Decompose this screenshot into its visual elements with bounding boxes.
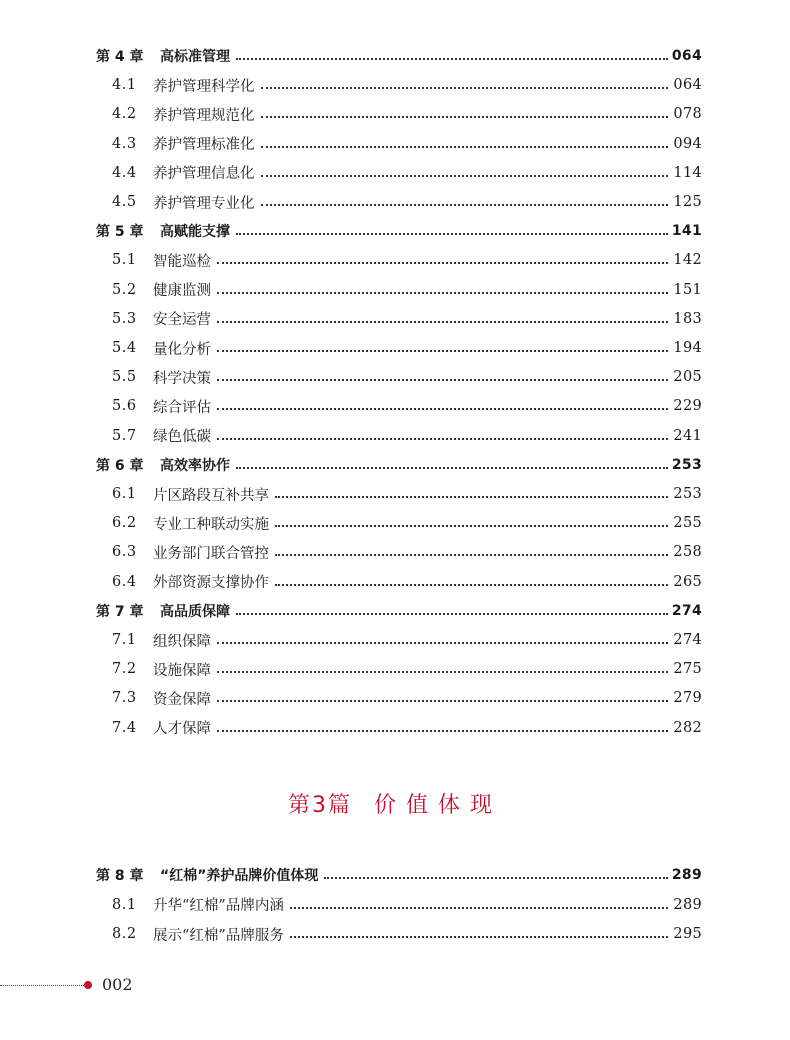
section-title: 养护管理规范化 xyxy=(153,107,255,124)
toc-section-row[interactable] xyxy=(0,658,790,680)
section-title: 智能巡检 xyxy=(153,253,211,270)
chapter-title: 高效率协作 xyxy=(160,457,230,474)
section-number: 5.1 xyxy=(112,252,137,269)
section-number: 4.5 xyxy=(112,194,137,210)
section-title: 升华“红棉”品牌内涵 xyxy=(153,898,284,914)
dot-leader xyxy=(217,321,668,323)
page-ref: 275 xyxy=(673,661,702,678)
toc-section-row[interactable] xyxy=(0,687,790,709)
toc-section-row[interactable] xyxy=(0,923,790,945)
page-ref: 258 xyxy=(673,544,702,561)
page-ref: 125 xyxy=(673,194,702,210)
section-number: 5.4 xyxy=(112,340,137,356)
section-number: 4.4 xyxy=(112,164,137,181)
chapter-label: 第 6 章 xyxy=(96,457,144,474)
section-title: 片区路段互补共享 xyxy=(153,487,269,504)
section-title: 养护管理标准化 xyxy=(153,137,255,154)
section-number: 7.3 xyxy=(112,690,137,707)
dot-leader xyxy=(217,379,668,381)
section-title: 人才保障 xyxy=(153,721,211,738)
toc-section-row[interactable] xyxy=(0,366,790,388)
toc-section-row[interactable] xyxy=(0,629,790,651)
dot-leader xyxy=(236,233,668,235)
toc-chapter-row[interactable] xyxy=(0,220,790,242)
section-number: 4.1 xyxy=(112,77,137,94)
page-ref: 094 xyxy=(673,135,702,152)
page-ref: 114 xyxy=(673,164,702,181)
section-number: 5.2 xyxy=(112,281,137,298)
part-name: 价值体现 xyxy=(373,793,502,818)
section-number: 7.2 xyxy=(112,661,137,678)
page-ref: 274 xyxy=(673,632,702,648)
toc-chapter-row[interactable] xyxy=(0,864,790,886)
page-ref: 142 xyxy=(673,252,702,269)
chapter-label: 第 5 章 xyxy=(96,224,144,241)
dot-leader xyxy=(217,671,668,673)
page-ref: 253 xyxy=(671,456,702,473)
page-number: 002 xyxy=(102,975,133,994)
dot-leader xyxy=(236,58,668,60)
section-title: 设施保障 xyxy=(153,662,211,679)
chapter-title: 高标准管理 xyxy=(160,49,230,65)
page-ref: 255 xyxy=(673,515,702,532)
part-label: 第3篇 xyxy=(287,793,352,818)
section-number: 6.3 xyxy=(112,544,137,561)
page-ref: 183 xyxy=(673,310,702,327)
toc-section-row[interactable] xyxy=(0,308,790,330)
section-number: 6.2 xyxy=(112,515,137,532)
toc-section-row[interactable] xyxy=(0,571,790,593)
section-number: 5.6 xyxy=(112,398,137,415)
section-number: 7.4 xyxy=(112,719,137,736)
toc-section-row[interactable] xyxy=(0,512,790,534)
section-number: 8.1 xyxy=(112,896,137,913)
page-ref: 194 xyxy=(673,340,702,356)
section-title: 展示“红棉”品牌服务 xyxy=(153,927,284,944)
section-number: 6.4 xyxy=(112,573,137,590)
toc-section-row[interactable] xyxy=(0,191,790,213)
toc-section-row[interactable] xyxy=(0,717,790,739)
dot-leader xyxy=(236,613,668,615)
section-number: 7.1 xyxy=(112,632,137,648)
page-ref: 229 xyxy=(673,398,702,415)
page-ref: 253 xyxy=(673,486,702,502)
chapter-label: 第 4 章 xyxy=(96,49,144,65)
dot-leader xyxy=(261,116,668,118)
section-title: 科学决策 xyxy=(153,370,211,387)
section-title: 绿色低碳 xyxy=(153,429,211,446)
toc-section-row[interactable] xyxy=(0,483,790,505)
section-title: 组织保障 xyxy=(153,633,211,650)
footer-dot-icon xyxy=(84,981,92,989)
dot-leader xyxy=(217,700,668,702)
section-title: 养护管理专业化 xyxy=(153,195,255,212)
section-title: 健康监测 xyxy=(153,283,211,300)
chapter-label: 第 8 章 xyxy=(96,868,144,884)
section-title: 安全运营 xyxy=(153,312,211,329)
section-title: 资金保障 xyxy=(153,691,211,708)
page-ref: 289 xyxy=(671,867,702,883)
dot-leader xyxy=(261,175,668,177)
section-title: 外部资源支撑协作 xyxy=(153,575,269,592)
section-title: 综合评估 xyxy=(153,399,211,416)
toc-section-row[interactable] xyxy=(0,894,790,916)
toc-section-row[interactable] xyxy=(0,337,790,359)
section-number: 4.2 xyxy=(112,106,137,123)
toc-section-row[interactable] xyxy=(0,103,790,125)
dot-leader xyxy=(217,262,668,264)
section-number: 4.3 xyxy=(112,135,137,152)
section-number: 5.5 xyxy=(112,369,137,386)
section-title: 专业工种联动实施 xyxy=(153,516,269,533)
chapter-label: 第 7 章 xyxy=(96,603,144,620)
page-ref: 282 xyxy=(673,719,702,736)
toc-section-row[interactable] xyxy=(0,395,790,417)
section-number: 5.3 xyxy=(112,310,137,327)
page-ref: 274 xyxy=(671,602,702,619)
dot-leader xyxy=(217,642,668,644)
toc-section-row[interactable] xyxy=(0,541,790,563)
section-number: 5.7 xyxy=(112,427,137,444)
chapter-title: 高品质保障 xyxy=(160,603,230,620)
footer-dotted-line xyxy=(0,985,86,986)
page-ref: 289 xyxy=(673,896,702,913)
section-title: 养护管理科学化 xyxy=(153,78,255,95)
page-ref: 078 xyxy=(673,106,702,123)
section-number: 8.2 xyxy=(112,926,137,942)
dot-leader xyxy=(275,525,668,527)
dot-leader xyxy=(217,730,668,732)
page-ref: 279 xyxy=(673,690,702,707)
dot-leader xyxy=(261,146,668,148)
page-ref: 241 xyxy=(673,427,702,444)
toc-section-row[interactable] xyxy=(0,74,790,96)
dot-leader xyxy=(217,408,668,410)
dot-leader xyxy=(261,87,668,89)
page-ref: 205 xyxy=(673,369,702,386)
toc-chapter-row[interactable] xyxy=(0,454,790,476)
section-title: 量化分析 xyxy=(153,341,211,358)
section-number: 6.1 xyxy=(112,486,137,502)
page-ref: 064 xyxy=(673,77,702,94)
dot-leader xyxy=(290,936,668,938)
dot-leader xyxy=(275,496,668,498)
toc-section-row[interactable] xyxy=(0,425,790,447)
dot-leader xyxy=(275,584,668,586)
dot-leader xyxy=(217,350,668,352)
chapter-title: 高赋能支撑 xyxy=(160,224,230,241)
toc-section-row[interactable] xyxy=(0,133,790,155)
dot-leader xyxy=(324,877,668,879)
dot-leader xyxy=(236,467,668,469)
section-title: 业务部门联合管控 xyxy=(153,545,269,562)
dot-leader xyxy=(275,554,668,556)
dot-leader xyxy=(217,438,668,440)
page-ref: 064 xyxy=(671,48,702,64)
toc-section-row[interactable] xyxy=(0,249,790,271)
dot-leader xyxy=(217,292,668,294)
page-ref: 151 xyxy=(673,281,702,298)
section-title: 养护管理信息化 xyxy=(153,166,255,183)
page-ref: 141 xyxy=(671,223,702,240)
page-ref: 295 xyxy=(673,926,702,942)
dot-leader xyxy=(261,204,668,206)
toc-chapter-row[interactable] xyxy=(0,600,790,622)
chapter-title: “红棉”养护品牌价值体现 xyxy=(160,868,319,884)
toc-section-row[interactable] xyxy=(0,162,790,184)
toc-chapter-row[interactable] xyxy=(0,45,790,67)
dot-leader xyxy=(290,907,668,909)
part-title xyxy=(0,788,790,819)
page-ref: 265 xyxy=(673,573,702,590)
toc-section-row[interactable] xyxy=(0,279,790,301)
